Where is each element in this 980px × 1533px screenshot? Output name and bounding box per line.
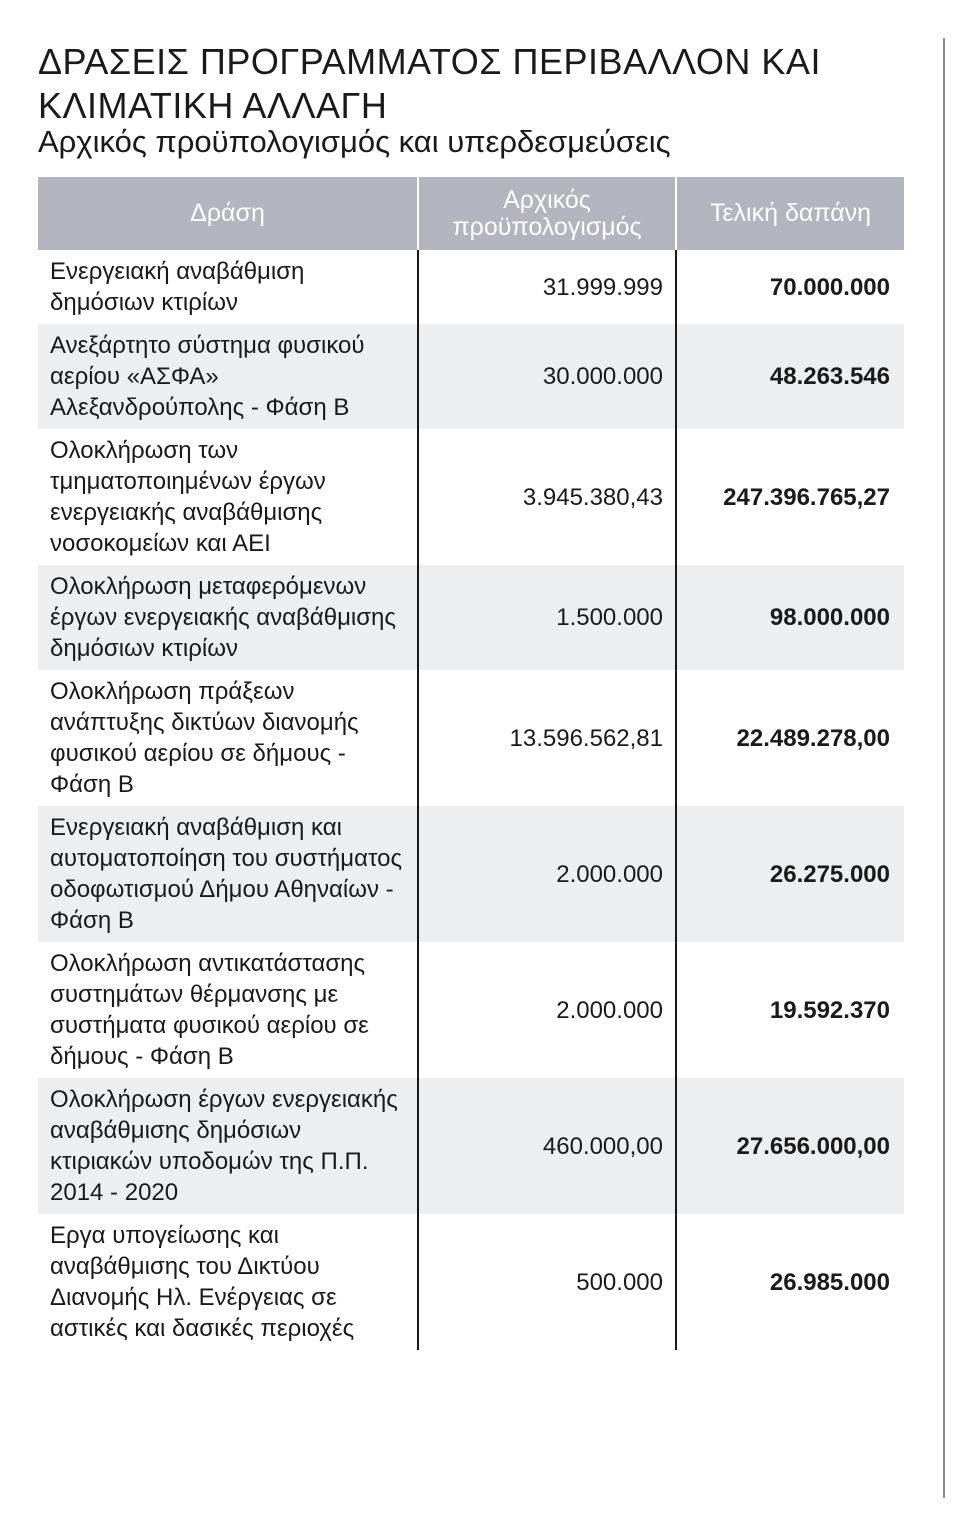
cell-initial-budget: 30.000.000	[418, 324, 676, 429]
cell-final-cost: 98.000.000	[676, 565, 904, 670]
table-header-row	[38, 177, 904, 250]
table-row	[38, 324, 904, 429]
cell-action: Ανεξάρτητο σύστημα φυσικού αερίου «ΑΣΦΑ» Αλεξανδρούπολης - Φάση Β	[38, 324, 418, 429]
cell-final-cost: 19.592.370	[769, 996, 890, 1024]
cell-action: Ολοκλήρωση έργων ενεργειακής αναβάθμισης δημόσιων κτιριακών υποδομών της Π.Π. 2014 - 2020	[38, 1078, 418, 1214]
cell-final-cost: 27.656.000,00	[676, 1078, 904, 1214]
cell-final-cost: 70.000.000	[769, 273, 890, 301]
cell-action: Ενεργειακή αναβάθμιση και αυτοματοποίηση του συστήματος οδοφωτισμού Δήμου Αθηναίων - Φάση Β	[38, 806, 418, 942]
cell-initial-budget: 1.500.000	[418, 565, 676, 670]
budget-table	[38, 177, 904, 1350]
header-final-cost: Τελική δαπάνη	[676, 177, 904, 250]
cell-initial-budget: 2.000.000	[418, 942, 676, 1078]
table-row	[38, 1078, 904, 1214]
cell-initial-budget: 13.596.562,81	[418, 670, 676, 806]
cell-action: Εργα υπογείωσης και αναβάθμισης του Δικτύου Διανομής Ηλ. Ενέργειας σε αστικές και δασικές περιοχές	[38, 1214, 418, 1350]
table-row	[38, 670, 904, 806]
cell-action: Ολοκλήρωση μεταφερόμενων έργων ενεργειακής αναβάθμισης δημόσιων κτιρίων	[38, 565, 418, 670]
table-row	[38, 806, 904, 942]
table-row	[38, 942, 904, 1078]
cell-final-cost: 22.489.278,00	[736, 724, 890, 752]
table-row	[38, 1214, 904, 1350]
cell-initial-budget: 3.945.380,43	[418, 429, 676, 565]
cell-initial-budget: 460.000,00	[418, 1078, 676, 1214]
cell-initial-budget: 31.999.999	[418, 250, 676, 324]
table-row	[38, 429, 904, 565]
cell-initial-budget: 2.000.000	[418, 806, 676, 942]
cell-initial-budget: 500.000	[418, 1214, 676, 1350]
cell-final-cost: 48.263.546	[676, 324, 904, 429]
cell-final-cost: 26.985.000	[769, 1268, 890, 1296]
cell-action: Ολοκλήρωση των τμηματοποιημένων έργων ενεργειακής αναβάθμισης νοσοκομείων και ΑΕΙ	[38, 429, 418, 565]
cell-action: Ολοκλήρωση αντικατάστασης συστημάτων θέρμανσης με συστήματα φυσικού αερίου σε δήμους - Φάση Β	[38, 942, 418, 1078]
table-row	[38, 565, 904, 670]
cell-final-cost: 26.275.000	[676, 806, 904, 942]
header-initial-budget: Αρχικός προϋπολογισμός	[418, 177, 676, 250]
page-subtitle: Αρχικός προϋπολογισμός και υπερδεσμεύσεις	[38, 124, 671, 159]
cell-final-cost: 247.396.765,27	[723, 483, 890, 511]
cell-action: Ενεργειακή αναβάθμιση δημόσιων κτιρίων	[38, 250, 418, 324]
table-row	[38, 250, 904, 324]
cell-action: Ολοκλήρωση πράξεων ανάπτυξης δικτύων διανομής φυσικού αερίου σε δήμους - Φάση Β	[38, 670, 418, 806]
page-title: ΔΡΑΣΕΙΣ ΠΡΟΓΡΑΜΜΑΤΟΣ ΠΕΡΙΒΑΛΛΟΝ ΚΑΙ ΚΛΙΜΑΤΙΚΗ ΑΛΛΑΓΗ	[38, 41, 821, 126]
page-divider-line	[943, 38, 945, 1498]
header-action: Δράση	[38, 177, 418, 250]
